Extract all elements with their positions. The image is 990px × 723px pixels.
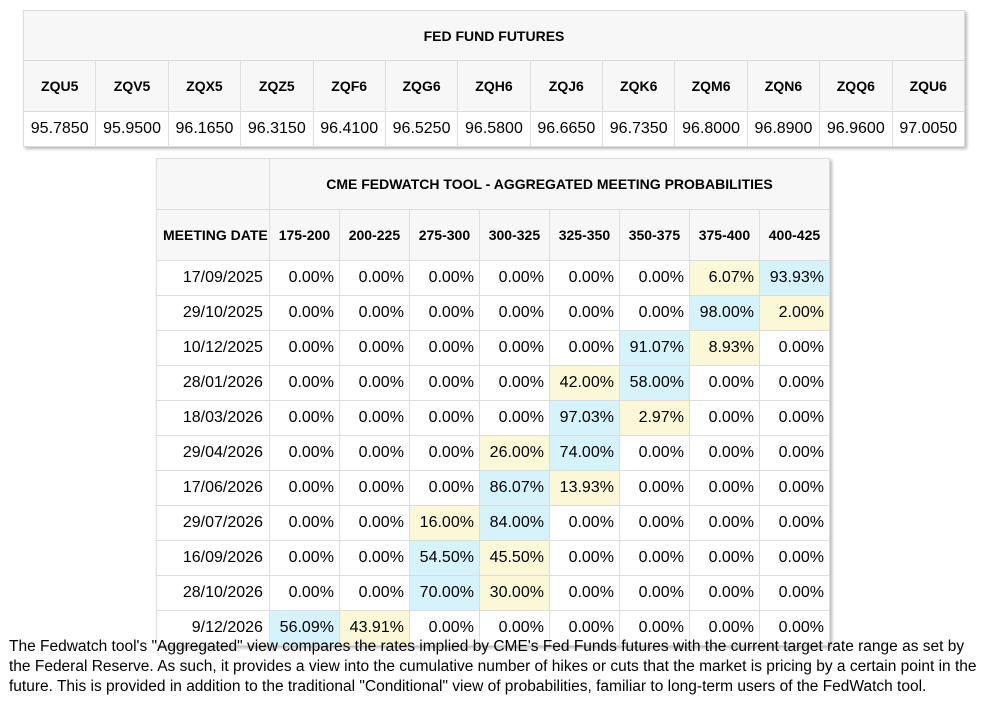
probability-cell: 0.00%	[339, 576, 409, 611]
probability-cell: 0.00%	[409, 366, 479, 401]
probability-cell: 0.00%	[759, 576, 829, 611]
probability-cell: 0.00%	[269, 471, 339, 506]
probability-cell: 0.00%	[479, 366, 549, 401]
probability-cell: 0.00%	[549, 506, 619, 541]
probability-cell: 0.00%	[269, 401, 339, 436]
table-row	[157, 471, 830, 506]
table-row	[157, 541, 830, 576]
probability-cell: 0.00%	[619, 296, 689, 331]
meeting-date-header: MEETING DATE	[157, 210, 270, 261]
contract-price: 95.7850	[24, 112, 96, 147]
futures-price-row	[24, 112, 965, 147]
probability-cell: 0.00%	[549, 261, 619, 296]
contract-price: 96.8000	[675, 112, 747, 147]
futures-title: FED FUND FUTURES	[24, 11, 965, 61]
probability-cell: 0.00%	[409, 331, 479, 366]
contract-code: ZQM6	[675, 61, 747, 112]
probability-cell: 97.03%	[549, 401, 619, 436]
probability-cell: 0.00%	[619, 261, 689, 296]
probability-cell: 0.00%	[269, 436, 339, 471]
probability-cell: 0.00%	[409, 401, 479, 436]
probability-cell: 74.00%	[549, 436, 619, 471]
probability-cell: 0.00%	[759, 471, 829, 506]
rate-range-header: 325-350	[549, 210, 619, 261]
probability-cell: 0.00%	[479, 296, 549, 331]
rate-range-header: 350-375	[619, 210, 689, 261]
probability-cell: 0.00%	[339, 471, 409, 506]
rate-range-header: 175-200	[269, 210, 339, 261]
probability-cell: 0.00%	[339, 506, 409, 541]
probability-cell: 0.00%	[619, 436, 689, 471]
table-row	[157, 296, 830, 331]
table-row	[157, 366, 830, 401]
probability-cell: 0.00%	[759, 331, 829, 366]
probability-cell: 2.00%	[759, 296, 829, 331]
probability-cell: 0.00%	[619, 506, 689, 541]
probability-cell: 0.00%	[759, 541, 829, 576]
contract-price: 96.5800	[458, 112, 530, 147]
probability-cell: 0.00%	[269, 366, 339, 401]
contract-price: 96.6650	[530, 112, 602, 147]
probability-cell: 0.00%	[339, 401, 409, 436]
meeting-date: 29/10/2025	[157, 296, 270, 331]
probability-cell: 0.00%	[689, 576, 759, 611]
probability-cell: 6.07%	[689, 261, 759, 296]
probability-cell: 56.09%	[269, 611, 339, 646]
contract-price: 96.9600	[820, 112, 892, 147]
meeting-date: 28/01/2026	[157, 366, 270, 401]
probability-cell: 91.07%	[619, 331, 689, 366]
probability-cell: 0.00%	[759, 611, 829, 646]
probability-cell: 2.97%	[619, 401, 689, 436]
table-row	[157, 506, 830, 541]
probability-cell: 0.00%	[689, 401, 759, 436]
probability-cell: 0.00%	[549, 576, 619, 611]
probability-cell: 0.00%	[409, 296, 479, 331]
contract-code: ZQZ5	[241, 61, 313, 112]
table-corner	[157, 159, 270, 210]
contract-code: ZQH6	[458, 61, 530, 112]
probability-cell: 0.00%	[479, 261, 549, 296]
rate-range-header: 200-225	[339, 210, 409, 261]
meeting-date: 28/10/2026	[157, 576, 270, 611]
probability-cell: 0.00%	[759, 366, 829, 401]
contract-price: 96.1650	[168, 112, 240, 147]
probability-cell: 26.00%	[479, 436, 549, 471]
contract-code: ZQX5	[168, 61, 240, 112]
rate-range-header: 300-325	[479, 210, 549, 261]
probability-cell: 0.00%	[759, 401, 829, 436]
table-row	[157, 261, 830, 296]
fedwatch-header-row	[157, 210, 830, 261]
probability-cell: 0.00%	[759, 436, 829, 471]
meeting-date: 17/09/2025	[157, 261, 270, 296]
probability-cell: 0.00%	[409, 611, 479, 646]
meeting-date: 16/09/2026	[157, 541, 270, 576]
fedwatch-title: CME FEDWATCH TOOL - AGGREGATED MEETING PROBABILITIES	[269, 159, 829, 210]
explanation-note: The Fedwatch tool's "Aggregated" view compares the rates implied by CME's Fed Funds futures with the current target rate range as set by the Federal Reserve. As such, it provides a view into the cumulative number of hikes or cuts that the market is pricing by a certain point in the future. This is provided in addition to the traditional "Conditional" view of probabilities, familiar to long-term users of the FedWatch tool.	[9, 638, 977, 695]
probability-cell: 0.00%	[409, 471, 479, 506]
table-row	[157, 401, 830, 436]
probability-cell: 0.00%	[409, 261, 479, 296]
rate-range-header: 400-425	[759, 210, 829, 261]
contract-code: ZQQ6	[820, 61, 892, 112]
table-row	[157, 331, 830, 366]
probability-cell: 0.00%	[339, 296, 409, 331]
probability-cell: 54.50%	[409, 541, 479, 576]
probability-cell: 0.00%	[549, 541, 619, 576]
probability-cell: 0.00%	[339, 541, 409, 576]
probability-cell: 0.00%	[689, 436, 759, 471]
probability-cell: 0.00%	[619, 576, 689, 611]
probability-cell: 0.00%	[689, 506, 759, 541]
probability-cell: 0.00%	[269, 261, 339, 296]
probability-cell: 0.00%	[269, 331, 339, 366]
contract-code: ZQF6	[313, 61, 385, 112]
probability-cell: 0.00%	[269, 296, 339, 331]
meeting-date: 10/12/2025	[157, 331, 270, 366]
contract-code: ZQU6	[892, 61, 965, 112]
contract-price: 96.4100	[313, 112, 385, 147]
meeting-date: 18/03/2026	[157, 401, 270, 436]
probability-cell: 30.00%	[479, 576, 549, 611]
meeting-date: 29/07/2026	[157, 506, 270, 541]
probability-cell: 70.00%	[409, 576, 479, 611]
probability-cell: 0.00%	[549, 611, 619, 646]
probability-cell: 0.00%	[269, 541, 339, 576]
probability-cell: 0.00%	[339, 436, 409, 471]
rate-range-header: 275-300	[409, 210, 479, 261]
fedwatch-body	[157, 261, 830, 646]
futures-code-row	[24, 61, 965, 112]
probability-cell: 45.50%	[479, 541, 549, 576]
probability-cell: 0.00%	[619, 611, 689, 646]
probability-cell: 0.00%	[619, 541, 689, 576]
probability-cell: 0.00%	[689, 541, 759, 576]
probability-cell: 0.00%	[759, 506, 829, 541]
meeting-date: 29/04/2026	[157, 436, 270, 471]
probability-cell: 0.00%	[339, 261, 409, 296]
probability-cell: 86.07%	[479, 471, 549, 506]
probability-cell: 84.00%	[479, 506, 549, 541]
contract-code: ZQV5	[96, 61, 168, 112]
probability-cell: 43.91%	[339, 611, 409, 646]
contract-price: 95.9500	[96, 112, 168, 147]
contract-code: ZQK6	[603, 61, 675, 112]
probability-cell: 58.00%	[619, 366, 689, 401]
probability-cell: 0.00%	[479, 401, 549, 436]
probability-cell: 16.00%	[409, 506, 479, 541]
contract-code: ZQU5	[24, 61, 96, 112]
fedwatch-probabilities-table	[156, 158, 830, 646]
probability-cell: 93.93%	[759, 261, 829, 296]
probability-cell: 0.00%	[689, 366, 759, 401]
probability-cell: 0.00%	[619, 471, 689, 506]
probability-cell: 0.00%	[689, 611, 759, 646]
fed-fund-futures-table	[23, 10, 965, 147]
rate-range-header: 375-400	[689, 210, 759, 261]
table-row	[157, 576, 830, 611]
meeting-date: 9/12/2026	[157, 611, 270, 646]
meeting-date: 17/06/2026	[157, 471, 270, 506]
contract-price: 97.0050	[892, 112, 965, 147]
probability-cell: 42.00%	[549, 366, 619, 401]
probability-cell: 0.00%	[479, 331, 549, 366]
contract-code: ZQG6	[385, 61, 457, 112]
probability-cell: 0.00%	[479, 611, 549, 646]
probability-cell: 0.00%	[549, 331, 619, 366]
probability-cell: 13.93%	[549, 471, 619, 506]
probability-cell: 0.00%	[549, 296, 619, 331]
probability-cell: 0.00%	[339, 331, 409, 366]
probability-cell: 0.00%	[409, 436, 479, 471]
probability-cell: 8.93%	[689, 331, 759, 366]
contract-code: ZQN6	[747, 61, 819, 112]
contract-price: 96.3150	[241, 112, 313, 147]
probability-cell: 0.00%	[269, 506, 339, 541]
contract-code: ZQJ6	[530, 61, 602, 112]
contract-price: 96.5250	[385, 112, 457, 147]
table-row	[157, 436, 830, 471]
contract-price: 96.8900	[747, 112, 819, 147]
probability-cell: 0.00%	[339, 366, 409, 401]
probability-cell: 98.00%	[689, 296, 759, 331]
probability-cell: 0.00%	[269, 576, 339, 611]
probability-cell: 0.00%	[689, 471, 759, 506]
contract-price: 96.7350	[603, 112, 675, 147]
